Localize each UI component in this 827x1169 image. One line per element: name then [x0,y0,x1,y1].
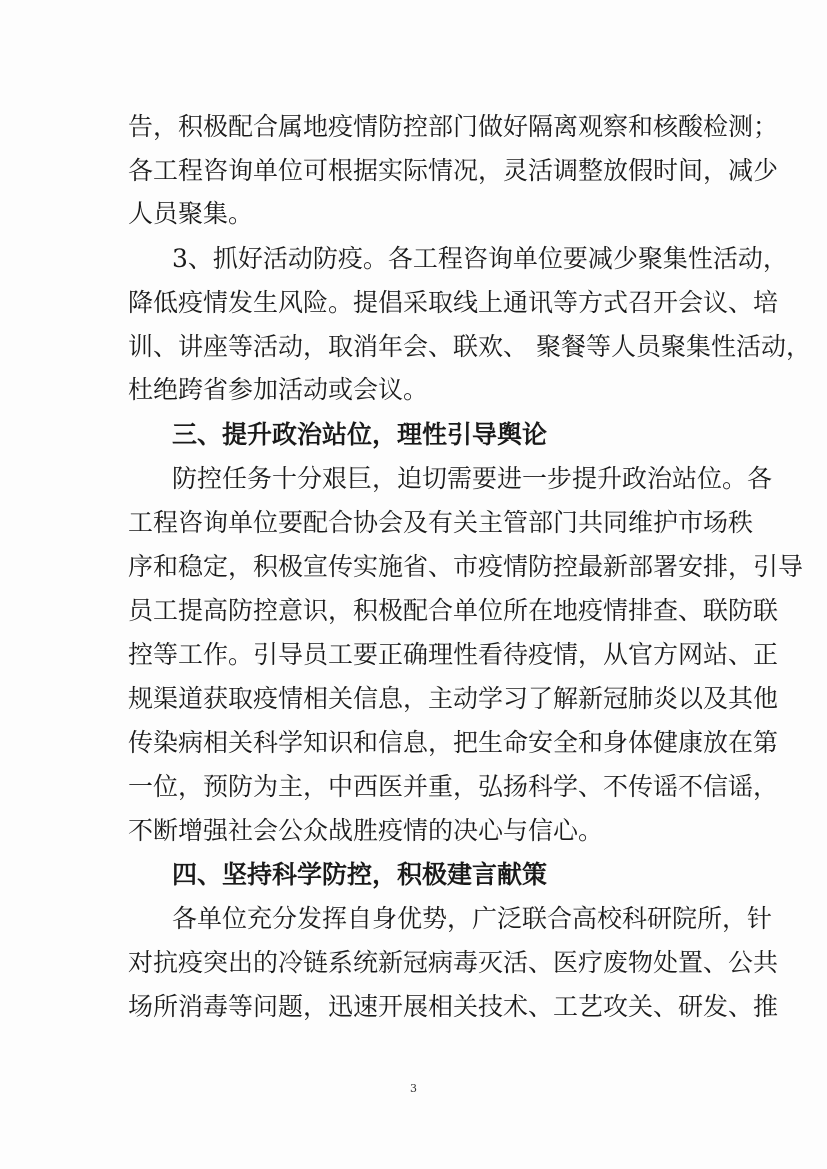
section-heading: 四、坚持科学防控，积极建言献策 [172,860,548,889]
section-heading: 三、提升政治站位，理性引导舆论 [172,420,548,449]
text-line: 一位，预防为主，中西医并重，弘扬科学、不传谣不信谣， [128,772,779,801]
text-line: 工程咨询单位要配合协会及有关主管部门共同维护市场秩 [128,508,754,537]
text-line: 降低疫情发生风险。提倡采取线上通讯等方式召开会议、培 [128,288,779,317]
text-line: 员工提高防控意识，积极配合单位所在地疫情排查、联防联 [128,596,779,625]
paragraph-start-line: 防控任务十分艰巨，迫切需要进一步提升政治站位。各 [172,464,773,493]
paragraph-start-line: 3、抓好活动防疫。各工程咨询单位要减少聚集性活动， [172,244,788,273]
text-line: 各工程咨询单位可根据实际情况，灵活调整放假时间，减少 [128,156,779,185]
text-line: 序和稳定，积极宣传实施省、市疫情防控最新部署安排，引导 [128,552,804,581]
text-line: 传染病相关科学知识和信息，把生命安全和身体健康放在第 [128,728,779,757]
text-line: 场所消毒等问题，迅速开展相关技术、工艺攻关、研发、推 [128,992,779,1021]
text-line: 控等工作。引导员工要正确理性看待疫情，从官方网站、正 [128,640,779,669]
text-line: 对抗疫突出的冷链系统新冠病毒灭活、医疗废物处置、公共 [128,948,779,977]
text-line: 杜绝跨省参加活动或会议。 [128,375,429,404]
text-line: 告，积极配合属地疫情防控部门做好隔离观察和核酸检测； [128,112,779,141]
text-line: 不断增强社会公众战胜疫情的决心与信心。 [128,816,604,845]
text-line: 训、讲座等活动，取消年会、联欢、 聚餐等人员聚集性活动， [128,332,811,361]
paragraph-start-line: 各单位充分发挥自身优势，广泛联合高校科研院所，针 [172,904,773,933]
text-line: 人员聚集。 [128,199,254,228]
page-number: 3 [410,1082,417,1095]
text-line: 规渠道获取疫情相关信息，主动学习了解新冠肺炎以及其他 [128,684,779,713]
